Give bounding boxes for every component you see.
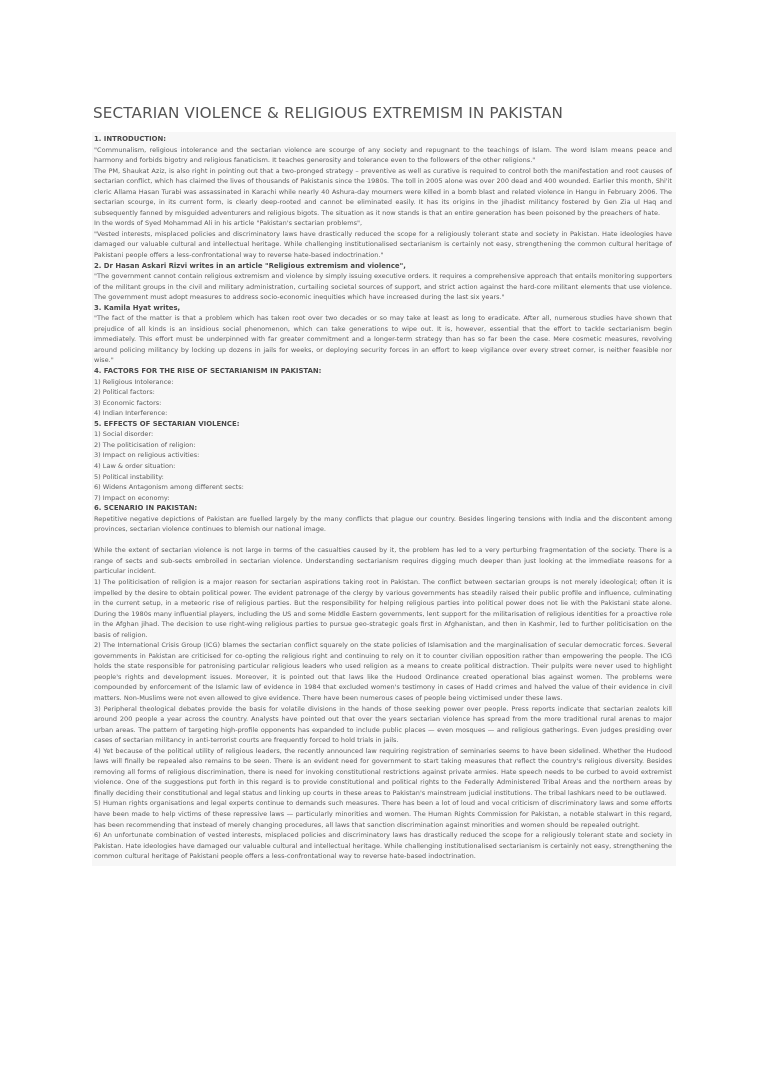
- paragraph: "Vested interests, misplaced policies and discriminatory laws have drastically reduced the scope for a religiously tolerant state and society in Pakistan. Hate ideologies have damaged our valuable cultural and intellectual heritage. While challenging institutionalised sectarianism is certainly not easy, strengthening the common cultural heritage of Pakistani people offers a less-confrontational way to reverse hate-based indoctrination.": [94, 229, 672, 260]
- numbered-point: 2) The International Crisis Group (ICG) blames the sectarian conflict squarely on the state policies of Islamisation and the marginalisation of secular democratic forces. Several governments in Pakistan are criticised for co-opting the religious right and continuing to rely on it to counter civilian opposition rather than empowering the people. The ICG holds the state responsible for patronising particular religious leaders who used religion as a means to create political distraction. Their pulpits were never used to highlight people's rights and development issues. Moreover, it is pointed out that laws like the Hudood Ordinance created operational bias against women. The problems were compounded by enforcement of the Islamic law of evidence in 1984 that excluded women's testimony in cases of Hadd crimes and halved the value of their evidence in civil matters. Non-Muslims were not even allowed to give evidence. There have been numerous cases of people being victimised under these laws.: [94, 641, 672, 702]
- section-heading-scenario: 6. SCENARIO IN PAKISTAN:: [94, 504, 198, 513]
- paragraph: "The government cannot contain religious extremism and violence by simply issuing executive orders. It requires a comprehensive approach that entails monitoring supporters of the militant groups in the civil and military administration, curtailing societal sources of support, and strict action against the hard-core militant elements that use violence. The government must adopt measures to address socio-economic inequities which have increased during the last six years.": [94, 272, 672, 302]
- list-item: 3) Economic factors:: [94, 398, 162, 407]
- section-heading-introduction: 1. INTRODUCTION:: [94, 135, 167, 143]
- section-heading-rizvi: 2. Dr Hasan Askari Rizvi writes in an article "Religious extremism and violence",: [94, 261, 406, 270]
- numbered-point: 1) The politicisation of religion is a major reason for sectarian aspirations taking root in Pakistan. The conflict between sectarian groups is not merely ideological; often it is impelled by the desire to obtain political power. The evident patronage of the clergy by various governments has steadily raised their public profile and influence, culminating in the current setup, in a meteoric rise of religious parties. But the responsibility for helping religious parties into political power does not lie with the Pakistani state alone. During the 1980s many influential players, including the US and some Middle Eastern governments, lent support for the militarisation of religious identities for a proactive role in the Afghan jihad. The decision to use right-wing religious parties to pursue geo-strategic goals first in Afghanistan, and then in Kashmir, led to further politicisation on the basis of religion.: [94, 577, 672, 639]
- section-heading-hyat: 3. Kamila Hyat writes,: [94, 303, 181, 312]
- list-item: 7) Impact on economy:: [94, 493, 170, 502]
- paragraph: While the extent of sectarian violence is not large in terms of the casualties caused by it, the problem has led to a very perturbing fragmentation of the society. There is a range of sects and sub-sects embroiled in sectarian violence. Understanding sectarianism requires digging much deeper than just looking at the immediate reasons for a particular incident.: [94, 546, 672, 576]
- numbered-point: 4) Yet because of the political utility of religious leaders, the recently announced law requiring registration of seminaries seems to have been sidelined. Whether the Hudood laws will finally be repealed also remains to be seen. There is an evident need for government to start taking measures that reflect the country's religious diversity. Besides removing all forms of religious discrimination, there is need for invoking constitutional restrictions against private armies. Hate speech needs to be curbed to avoid extremist violence. One of the suggestions put forth in this regard is to provide constitutional and political rights to the Federally Administered Tribal Areas and the northern areas by finally deciding their constitutional and legal status and linking up courts in these areas to Pakistan's mainstream judicial institutions. The tribal lashkars need to be outlawed.: [94, 746, 672, 797]
- list-item: 4) Indian Interference:: [94, 409, 168, 418]
- document-body: [92, 132, 676, 866]
- list-item: 2) The politicisation of religion:: [94, 440, 196, 449]
- list-item: 6) Widens Antagonism among different sects:: [94, 483, 244, 492]
- paragraph: In the words of Syed Mohammad Ali in his article "Pakistan's sectarian problems",: [94, 219, 363, 228]
- section-heading-factors: 4. FACTORS FOR THE RISE OF SECTARIANISM IN PAKISTAN:: [94, 367, 322, 376]
- section-heading-effects: 5. EFFECTS OF SECTARIAN VIOLENCE:: [94, 419, 240, 428]
- list-item: 4) Law & order situation:: [94, 461, 176, 470]
- paragraph: "Communalism, religious intolerance and the sectarian violence are scourge of any society and repugnant to the teachings of Islam. The word Islam means peace and harmony and forbids bigotry and religious fanaticism. It teaches generosity and tolerance even to the followers of the other religions.": [94, 145, 672, 165]
- list-item: 3) Impact on religious activities:: [94, 451, 200, 460]
- list-item: 5) Political instability:: [94, 472, 164, 481]
- paragraph-gap: [94, 535, 672, 546]
- paragraph: Repetitive negative depictions of Pakistan are fuelled largely by the many conflicts that plague our country. Besides lingering tensions with India and the discontent among provinces, sectarian violence continues to blemish our national image.: [94, 514, 672, 534]
- numbered-point: 5) Human rights organisations and legal experts continue to demands such measures. There has been a lot of loud and vocal criticism of discriminatory laws and some efforts have been made to help victims of these repressive laws — particularly minorities and women. The Human Rights Commission for Pakistan, a notable stalwart in this regard, has been recommending that instead of merely changing procedures, all laws that sanction discrimination against minorities and women should be repealed outright.: [94, 799, 672, 829]
- list-item: 1) Social disorder:: [94, 430, 154, 439]
- paragraph: The PM, Shaukat Aziz, is also right in pointing out that a two-pronged strategy – preventive as well as curative is required to control both the manifestation and root causes of sectarian conflict, which has claimed the lives of thousands of Pakistanis since the 1980s. The toll in 2005 alone was over 200 dead and 400 wounded. Earlier this month, Shi'it cleric Allama Hasan Turabi was assassinated in Karachi while nearly 40 Ashura-day mourners were killed in a bomb blast and related violence in Hangu in February 2006. The sectarian scourge, in its current form, is clearly deep-rooted and cannot be eliminated easily. It has its origins in the jihadist militancy fostered by Gen Zia ul Haq and subsequently fanned by misguided adventurers and religious bigots. The situation as it now stands is that an entire generation has been poisoned by the preachers of hate.: [94, 166, 672, 217]
- document-title: SECTARIAN VIOLENCE & RELIGIOUS EXTREMISM IN PAKISTAN: [93, 104, 564, 122]
- list-item: 1) Religious Intolerance:: [94, 377, 174, 386]
- list-item: 2) Political factors:: [94, 388, 155, 397]
- numbered-point: 6) An unfortunate combination of vested interests, misplaced policies and discriminatory laws has drastically reduced the scope for a religiously tolerant state and society in Pakistan. Hate ideologies have damaged our valuable cultural and intellectual heritage. While challenging institutionalised sectarianism is certainly not easy, strengthening the common cultural heritage of Pakistani people offers a less-confrontational way to reverse hate-based indoctrination.: [94, 831, 672, 861]
- numbered-point: 3) Peripheral theological debates provide the basis for volatile divisions in the hands of those seeking power over people. Press reports indicate that sectarian zealots kill around 200 people a year across the country. Analysts have pointed out that over the years sectarian violence has spread from the more traditional rural arenas to major urban areas. The pattern of targeting high-profile opponents has expanded to include public places — even mosques — and religious gatherings. Even judges presiding over cases of sectarian militancy in anti-terrorist courts are frequently forced to hold trials in jails.: [94, 704, 672, 745]
- paragraph: "The fact of the matter is that a problem which has taken root over two decades or so may take at least as long to eradicate. After all, numerous studies have shown that prejudice of all kinds is an insidious social phenomenon, which can take generations to wipe out. It is, however, essential that the effort to tackle sectarianism begin immediately. This effort must be underpinned with far greater commitment and a longer-term strategy than has so far been the case. Mere cosmetic measures, revolving around policing militancy by locking up dozens in jails for weeks, or deploying security forces in an effort to keep vigilance over every street corner, is neither feasible nor wise.": [94, 314, 672, 365]
